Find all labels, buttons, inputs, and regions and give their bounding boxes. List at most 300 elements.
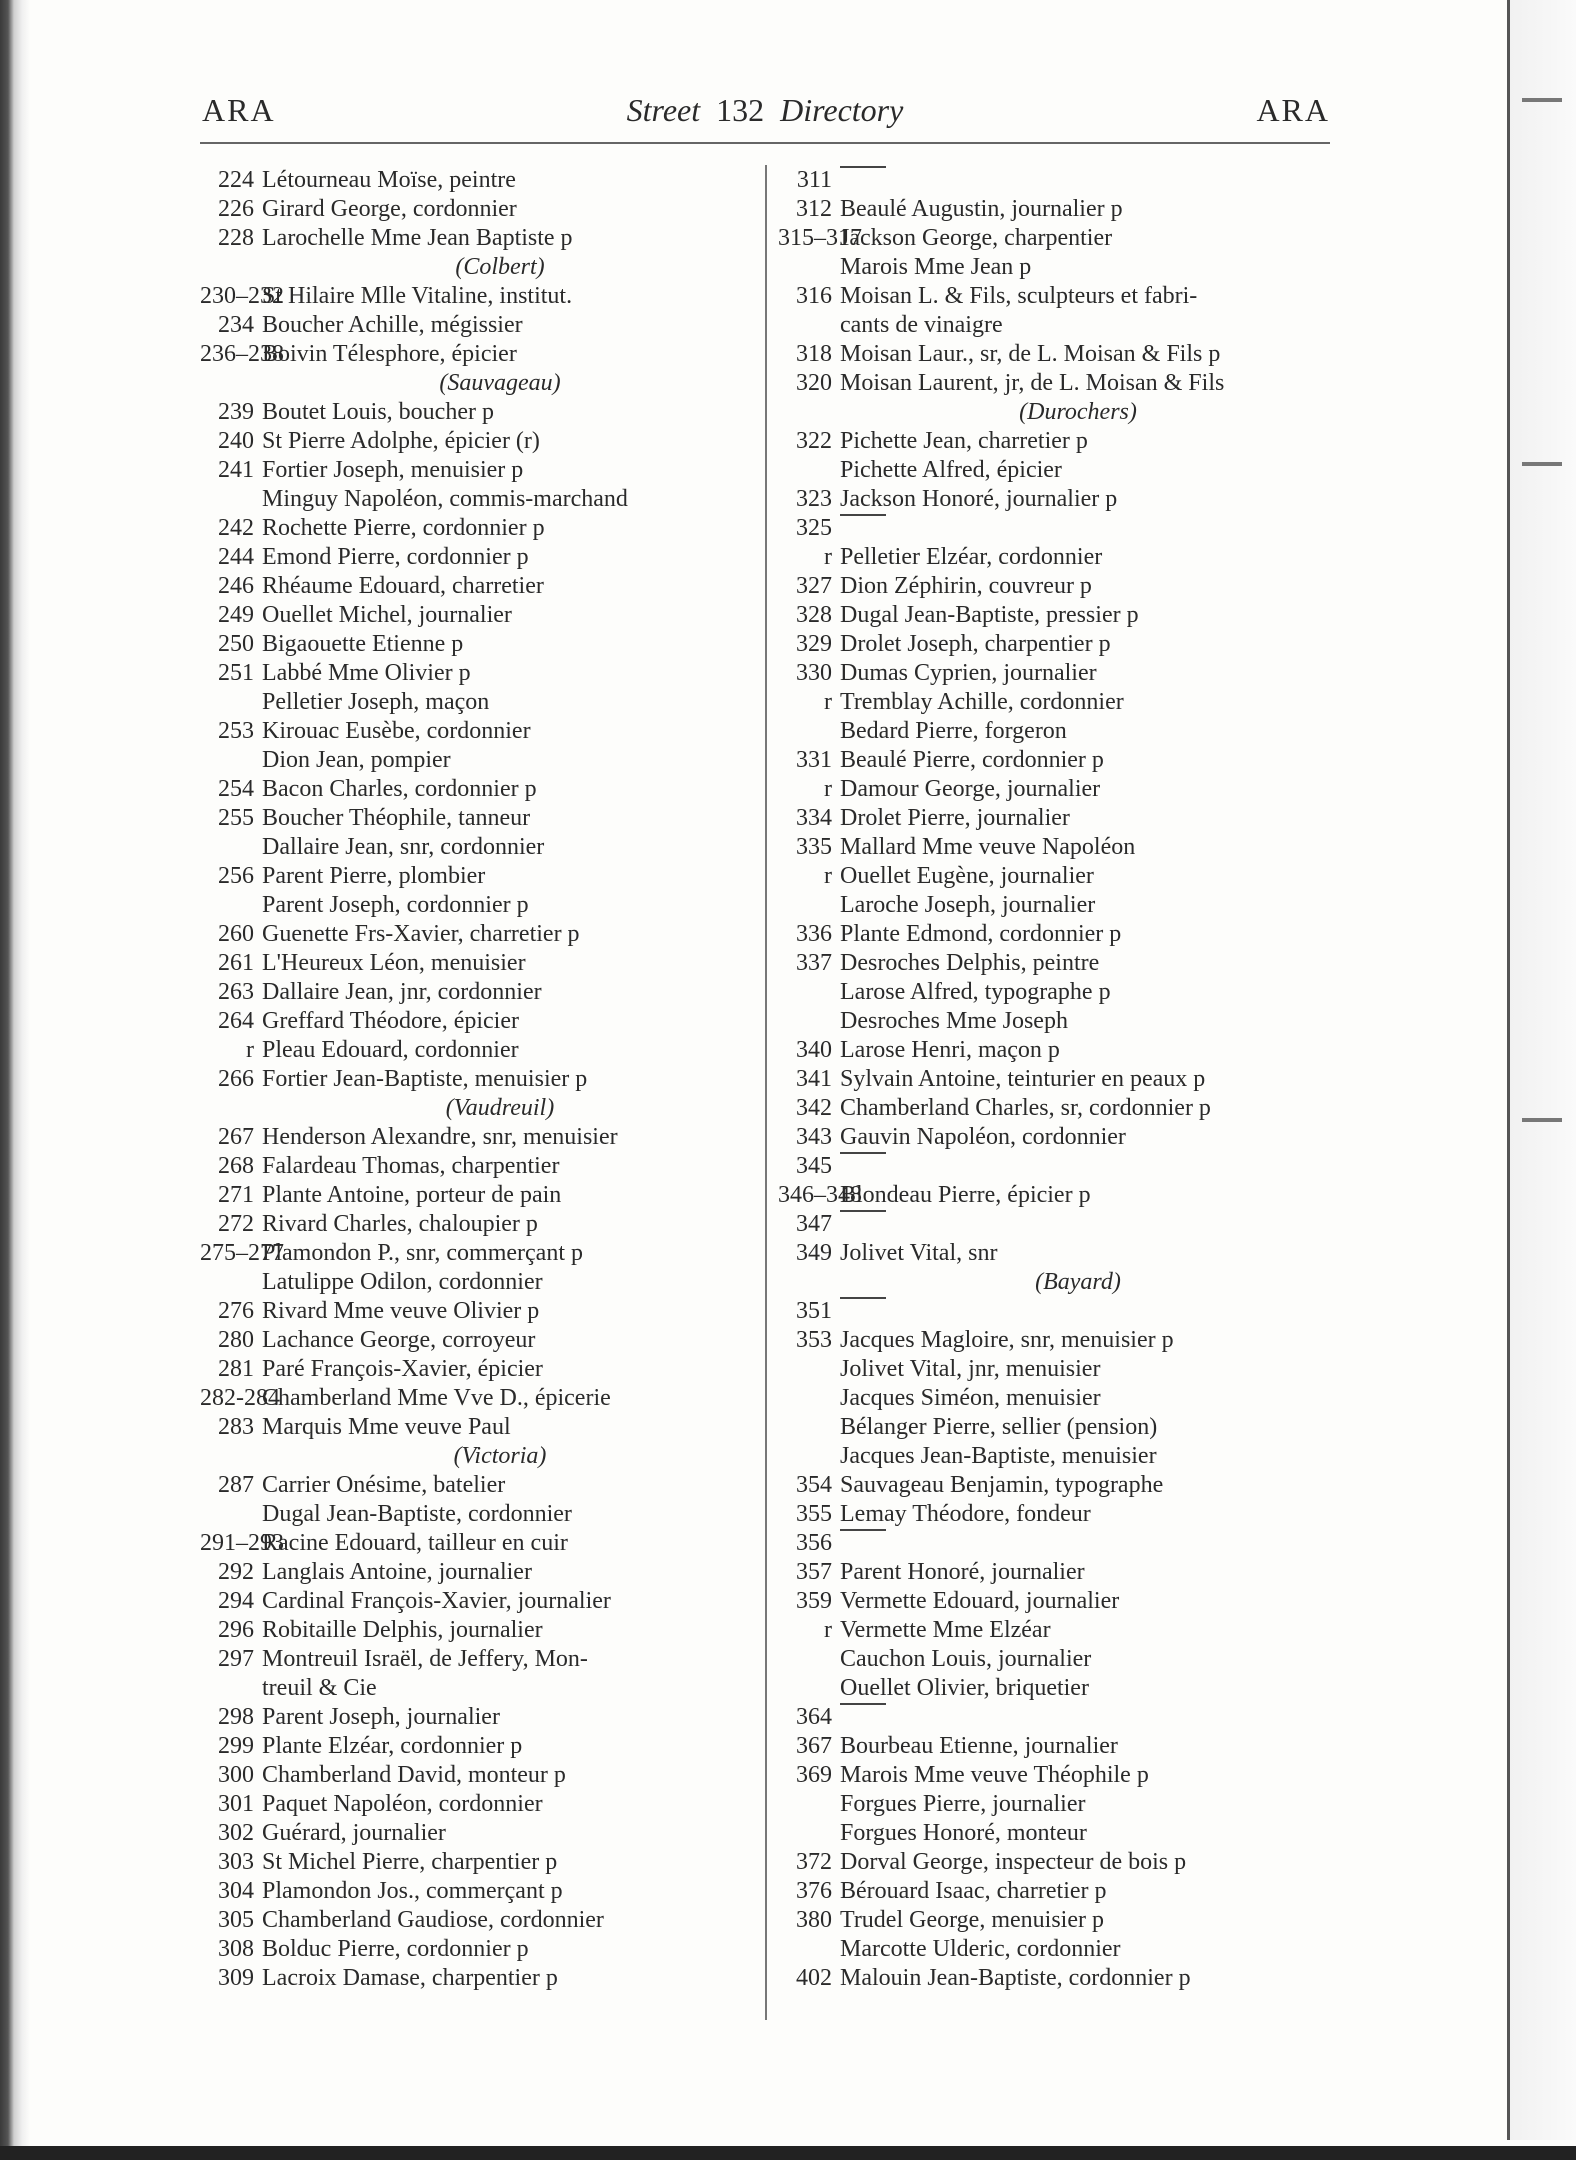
resident-text: Falardeau Thomas, charpentier — [262, 1153, 560, 1179]
resident-text: Guenette Frs-Xavier, charretier p — [262, 921, 580, 947]
directory-entry — [200, 1645, 760, 1674]
resident-text: cants de vinaigre — [840, 312, 1003, 338]
house-number — [778, 1442, 840, 1471]
edge-mark — [1522, 462, 1562, 466]
resident-text: Greffard Théodore, épicier — [262, 1008, 519, 1034]
house-number: 301 — [218, 1791, 254, 1817]
resident-text: Rhéaume Edouard, charretier — [262, 573, 544, 599]
directory-entry — [778, 978, 1338, 1007]
house-number: 359 — [796, 1588, 832, 1614]
directory-entry — [200, 1848, 760, 1877]
resident-text: Paquet Napoléon, cordonnier — [262, 1791, 543, 1817]
header-street: Street — [626, 92, 701, 128]
house-number: 276 — [218, 1298, 254, 1324]
house-number: 255 — [218, 805, 254, 831]
resident-text: treuil & Cie — [262, 1675, 377, 1701]
resident-text: Boivin Télesphore, épicier — [262, 341, 517, 367]
resident-text: Dugal Jean-Baptiste, cordonnier — [262, 1501, 572, 1527]
directory-entry — [200, 427, 760, 456]
house-number: 241 — [218, 457, 254, 483]
directory-entry — [778, 1935, 1338, 1964]
directory-entry — [778, 456, 1338, 485]
resident-text: Girard George, cordonnier — [262, 196, 517, 222]
directory-entry — [200, 1065, 760, 1094]
resident-text: Chamberland Charles, sr, cordonnier p — [840, 1095, 1211, 1121]
house-number: 305 — [218, 1907, 254, 1933]
house-number: 357 — [796, 1559, 832, 1585]
resident-text: Fortier Joseph, menuisier p — [262, 457, 524, 483]
house-number: 260 — [218, 921, 254, 947]
house-number: 263 — [218, 979, 254, 1005]
directory-entry — [778, 1210, 1338, 1239]
house-number: 364 — [796, 1704, 832, 1730]
resident-text: Jackson George, charpentier — [840, 225, 1113, 251]
house-number: 261 — [218, 950, 254, 976]
house-number: 304 — [218, 1878, 254, 1904]
directory-entry — [778, 195, 1338, 224]
directory-entry — [200, 224, 760, 253]
directory-entry — [200, 949, 760, 978]
directory-entry — [778, 1587, 1338, 1616]
directory-entry — [200, 1558, 760, 1587]
directory-entry — [200, 1790, 760, 1819]
resident-text: Larose Alfred, typographe p — [840, 979, 1111, 1005]
resident-text: Fortier Jean-Baptiste, menuisier p — [262, 1066, 588, 1092]
house-number: 337 — [796, 950, 832, 976]
house-number: r — [824, 776, 832, 802]
directory-entry — [778, 630, 1338, 659]
directory-entry — [778, 659, 1338, 688]
resident-text: Bedard Pierre, forgeron — [840, 718, 1067, 744]
directory-entry — [778, 1297, 1338, 1326]
directory-entry — [200, 630, 760, 659]
street-name: (Bayard) — [1035, 1269, 1121, 1295]
house-number — [200, 1268, 262, 1297]
right-column — [778, 166, 1338, 1993]
directory-entry — [778, 369, 1338, 398]
resident-text: Guérard, journalier — [262, 1820, 446, 1846]
house-number: 226 — [218, 196, 254, 222]
house-number: 309 — [218, 1965, 254, 1991]
street-name: (Durochers) — [1019, 399, 1137, 425]
directory-entry — [778, 1007, 1338, 1036]
directory-entry — [200, 456, 760, 485]
resident-text: Blondeau Pierre, épicier p — [840, 1182, 1091, 1208]
street-heading — [200, 1442, 760, 1471]
resident-text: Lachance George, corroyeur — [262, 1327, 536, 1353]
resident-text: Drolet Joseph, charpentier p — [840, 631, 1111, 657]
resident-text: Jolivet Vital, snr — [840, 1240, 998, 1266]
resident-text: St Pierre Adolphe, épicier (r) — [262, 428, 540, 454]
house-number — [778, 1674, 840, 1703]
resident-text: Damour George, journalier — [840, 776, 1101, 802]
resident-text: Rivard Charles, chaloupier p — [262, 1211, 538, 1237]
house-number: 334 — [796, 805, 832, 831]
resident-text: Marcotte Ulderic, cordonnier — [840, 1936, 1121, 1962]
resident-text: Sylvain Antoine, teinturier en peaux p — [840, 1066, 1206, 1092]
resident-text: Robitaille Delphis, journalier — [262, 1617, 543, 1643]
street-heading — [778, 398, 1338, 427]
resident-text: Parent Pierre, plombier — [262, 863, 486, 889]
directory-entry — [200, 1877, 760, 1906]
house-number: 322 — [796, 428, 832, 454]
resident-text: Boutet Louis, boucher p — [262, 399, 494, 425]
resident-text: Larose Henri, maçon p — [840, 1037, 1060, 1063]
resident-text: Moisan Laur., sr, de L. Moisan & Fils p — [840, 341, 1221, 367]
house-number: 297 — [218, 1646, 254, 1672]
resident-text: Dugal Jean-Baptiste, pressier p — [840, 602, 1139, 628]
directory-entry — [778, 1674, 1338, 1703]
directory-entry — [200, 311, 760, 340]
directory-entry — [778, 1703, 1338, 1732]
vacant-dash — [840, 1297, 886, 1299]
directory-entry — [200, 1239, 760, 1268]
directory-entry — [200, 1587, 760, 1616]
house-number: 296 — [218, 1617, 254, 1643]
house-number: 330 — [796, 660, 832, 686]
house-number: 347 — [796, 1211, 832, 1237]
resident-text: Ouellet Michel, journalier — [262, 602, 512, 628]
house-number: 325 — [796, 515, 832, 541]
directory-entry — [200, 1413, 760, 1442]
house-number: 342 — [796, 1095, 832, 1121]
house-number: 228 — [218, 225, 254, 251]
house-number: 266 — [218, 1066, 254, 1092]
resident-text: Jolivet Vital, jnr, menuisier — [840, 1356, 1101, 1382]
directory-entry — [778, 601, 1338, 630]
directory-entry — [200, 282, 760, 311]
house-number — [200, 891, 262, 920]
directory-entry — [200, 891, 760, 920]
directory-entry — [778, 1790, 1338, 1819]
directory-entry — [778, 1877, 1338, 1906]
directory-entry — [778, 282, 1338, 311]
house-number: 356 — [796, 1530, 832, 1556]
directory-entry — [200, 920, 760, 949]
directory-entry — [778, 224, 1338, 253]
resident-text: Laroche Joseph, journalier — [840, 892, 1096, 918]
directory-entry — [200, 862, 760, 891]
directory-entry — [778, 1442, 1338, 1471]
resident-text: Langlais Antoine, journalier — [262, 1559, 532, 1585]
directory-entry — [200, 1616, 760, 1645]
resident-text: Vermette Edouard, journalier — [840, 1588, 1120, 1614]
directory-entry — [778, 891, 1338, 920]
directory-entry — [778, 1500, 1338, 1529]
resident-text: Plante Elzéar, cordonnier p — [262, 1733, 523, 1759]
house-number: r — [824, 1617, 832, 1643]
resident-text: Dion Jean, pompier — [262, 747, 451, 773]
resident-text: Rochette Pierre, cordonnier p — [262, 515, 545, 541]
vacant-dash — [840, 1210, 886, 1212]
directory-entry — [200, 1152, 760, 1181]
resident-text: Parent Honoré, journalier — [840, 1559, 1085, 1585]
page-number: 132 — [716, 92, 765, 128]
house-number: 302 — [218, 1820, 254, 1846]
directory-entry — [778, 804, 1338, 833]
resident-text: Drolet Pierre, journalier — [840, 805, 1070, 831]
street-heading — [200, 253, 760, 282]
resident-text: Emond Pierre, cordonnier p — [262, 544, 529, 570]
house-number: 272 — [218, 1211, 254, 1237]
resident-text: Vermette Mme Elzéar — [840, 1617, 1051, 1643]
resident-text: Forgues Pierre, journalier — [840, 1791, 1086, 1817]
resident-text: Pelletier Joseph, maçon — [262, 689, 490, 715]
directory-entry — [200, 688, 760, 717]
resident-text: Bigaouette Etienne p — [262, 631, 464, 657]
house-number: 372 — [796, 1849, 832, 1875]
resident-text: Minguy Napoléon, commis-marchand — [262, 486, 628, 512]
directory-entry — [778, 514, 1338, 543]
resident-text: Parent Joseph, cordonnier p — [262, 892, 529, 918]
directory-entry — [778, 166, 1338, 195]
resident-text: Dion Zéphirin, couvreur p — [840, 573, 1092, 599]
house-number: 283 — [218, 1414, 254, 1440]
directory-entry — [200, 1529, 760, 1558]
directory-entry — [200, 1181, 760, 1210]
house-number: r — [246, 1037, 254, 1063]
house-number: 331 — [796, 747, 832, 773]
edge-mark — [1522, 98, 1562, 102]
resident-text: Mallard Mme veuve Napoléon — [840, 834, 1136, 860]
house-number — [778, 891, 840, 920]
house-number: 316 — [796, 283, 832, 309]
column-divider — [765, 165, 767, 2020]
house-number: 312 — [796, 196, 832, 222]
directory-entry — [200, 1123, 760, 1152]
directory-entry — [778, 427, 1338, 456]
directory-entry — [200, 340, 760, 369]
house-number: 345 — [796, 1153, 832, 1179]
directory-entry — [778, 572, 1338, 601]
house-number: 329 — [796, 631, 832, 657]
directory-entry — [778, 253, 1338, 282]
house-number: 239 — [218, 399, 254, 425]
house-number: 402 — [796, 1965, 832, 1991]
resident-text: Létourneau Moïse, peintre — [262, 167, 516, 193]
resident-text: Dorval George, inspecteur de bois p — [840, 1849, 1187, 1875]
house-number: 281 — [218, 1356, 254, 1382]
directory-entry — [778, 1326, 1338, 1355]
house-number: 267 — [218, 1124, 254, 1150]
directory-entry — [200, 978, 760, 1007]
resident-text: Bolduc Pierre, cordonnier p — [262, 1936, 529, 1962]
resident-text: Cauchon Louis, journalier — [840, 1646, 1092, 1672]
street-heading — [200, 1094, 760, 1123]
resident-text: Bourbeau Etienne, journalier — [840, 1733, 1118, 1759]
directory-entry — [778, 688, 1338, 717]
resident-text: Latulippe Odilon, cordonnier — [262, 1269, 543, 1295]
house-number: 343 — [796, 1124, 832, 1150]
vacant-dash — [840, 1529, 886, 1531]
resident-text: Moisan L. & Fils, sculpteurs et fabri- — [840, 283, 1198, 309]
directory-entry — [778, 340, 1338, 369]
vacant-dash — [840, 1152, 886, 1154]
resident-text: Moisan Laurent, jr, de L. Moisan & Fils — [840, 370, 1225, 396]
left-column — [200, 166, 760, 1993]
resident-text: St Michel Pierre, charpentier p — [262, 1849, 558, 1875]
directory-entry — [778, 1413, 1338, 1442]
resident-text: Jackson Honoré, journalier p — [840, 486, 1118, 512]
directory-entry — [200, 1210, 760, 1239]
resident-text: Gauvin Napoléon, cordonnier — [840, 1124, 1126, 1150]
directory-entry — [200, 166, 760, 195]
directory-entry — [200, 485, 760, 514]
house-number — [778, 311, 840, 340]
resident-text: Lemay Théodore, fondeur — [840, 1501, 1091, 1527]
resident-text: Montreuil Israël, de Jeffery, Mon- — [262, 1646, 588, 1672]
house-number: 236–238 — [200, 341, 284, 367]
resident-text: Parent Joseph, journalier — [262, 1704, 500, 1730]
house-number: 308 — [218, 1936, 254, 1962]
directory-entry — [200, 1384, 760, 1413]
house-number: 291–293 — [200, 1530, 284, 1556]
resident-text: Chamberland David, monteur p — [262, 1762, 566, 1788]
house-number: 280 — [218, 1327, 254, 1353]
house-number — [778, 1007, 840, 1036]
house-number — [778, 253, 840, 282]
street-name: (Sauvageau) — [439, 370, 561, 396]
resident-text: Henderson Alexandre, snr, menuisier — [262, 1124, 618, 1150]
resident-text: Racine Edouard, tailleur en cuir — [262, 1530, 568, 1556]
directory-entry — [200, 1674, 760, 1703]
resident-text: Tremblay Achille, cordonnier — [840, 689, 1124, 715]
resident-text: Lacroix Damase, charpentier p — [262, 1965, 558, 1991]
house-number — [200, 1500, 262, 1529]
directory-entry — [778, 1471, 1338, 1500]
directory-entry — [200, 398, 760, 427]
resident-text: Beaulé Augustin, journalier p — [840, 196, 1123, 222]
binding-gutter — [0, 0, 30, 2160]
house-number: 303 — [218, 1849, 254, 1875]
directory-entry — [778, 1819, 1338, 1848]
house-number: 240 — [218, 428, 254, 454]
directory-entry — [200, 601, 760, 630]
resident-text: Forgues Honoré, monteur — [840, 1820, 1087, 1846]
house-number: 275–277 — [200, 1240, 284, 1266]
house-number: 287 — [218, 1472, 254, 1498]
house-number: 380 — [796, 1907, 832, 1933]
header-rule — [200, 142, 1330, 144]
resident-text: Plamondon P., snr, commerçant p — [262, 1240, 583, 1266]
house-number: 367 — [796, 1733, 832, 1759]
house-number: 346–348 — [778, 1182, 862, 1208]
house-number: 268 — [218, 1153, 254, 1179]
house-number: 354 — [796, 1472, 832, 1498]
directory-entry — [200, 1964, 760, 1993]
house-number — [778, 1935, 840, 1964]
directory-entry — [778, 833, 1338, 862]
directory-entry — [200, 1471, 760, 1500]
directory-entry — [778, 1355, 1338, 1384]
house-number: 299 — [218, 1733, 254, 1759]
directory-entry — [778, 1732, 1338, 1761]
directory-entry — [200, 514, 760, 543]
directory-entry — [778, 1761, 1338, 1790]
resident-text: Carrier Onésime, batelier — [262, 1472, 506, 1498]
resident-text: Desroches Mme Joseph — [840, 1008, 1068, 1034]
directory-entry — [200, 1297, 760, 1326]
directory-entry — [778, 1558, 1338, 1587]
house-number: 264 — [218, 1008, 254, 1034]
directory-entry — [200, 746, 760, 775]
vacant-dash — [840, 1703, 886, 1705]
resident-text: Jacques Jean-Baptiste, menuisier — [840, 1443, 1157, 1469]
directory-entry — [778, 1094, 1338, 1123]
resident-text: Plamondon Jos., commerçant p — [262, 1878, 563, 1904]
resident-text: Beaulé Pierre, cordonnier p — [840, 747, 1104, 773]
house-number: 353 — [796, 1327, 832, 1353]
house-number: 230–232 — [200, 283, 284, 309]
resident-text: Pichette Alfred, épicier — [840, 457, 1062, 483]
house-number — [200, 833, 262, 862]
house-number: 320 — [796, 370, 832, 396]
resident-text: Marquis Mme veuve Paul — [262, 1414, 511, 1440]
directory-entry — [778, 1239, 1338, 1268]
directory-entry — [200, 1355, 760, 1384]
house-number — [778, 1819, 840, 1848]
directory-entry — [778, 1906, 1338, 1935]
vacant-dash — [840, 166, 886, 168]
directory-entry — [778, 1123, 1338, 1152]
house-number: 294 — [218, 1588, 254, 1614]
directory-entry — [778, 862, 1338, 891]
header-title — [200, 92, 1330, 129]
bottom-edge — [0, 2146, 1576, 2160]
resident-text: Malouin Jean-Baptiste, cordonnier p — [840, 1965, 1191, 1991]
house-number: 224 — [218, 167, 254, 193]
house-number: 327 — [796, 573, 832, 599]
resident-text: Chamberland Gaudiose, cordonnier — [262, 1907, 604, 1933]
directory-entry — [778, 1181, 1338, 1210]
house-number: 253 — [218, 718, 254, 744]
directory-entry — [778, 1645, 1338, 1674]
house-number: r — [824, 544, 832, 570]
resident-text: Paré François-Xavier, épicier — [262, 1356, 543, 1382]
resident-text: Kirouac Eusèbe, cordonnier — [262, 718, 531, 744]
house-number: 318 — [796, 341, 832, 367]
house-number: 298 — [218, 1704, 254, 1730]
house-number — [778, 717, 840, 746]
house-number: 323 — [796, 486, 832, 512]
header-right-abbr: ARA — [1256, 92, 1330, 128]
directory-entry — [778, 746, 1338, 775]
house-number: 351 — [796, 1298, 832, 1324]
directory-entry — [778, 1384, 1338, 1413]
house-number — [778, 1413, 840, 1442]
house-number: 292 — [218, 1559, 254, 1585]
house-number: 242 — [218, 515, 254, 541]
directory-entry — [778, 311, 1338, 340]
resident-text: Boucher Achille, mégissier — [262, 312, 523, 338]
resident-text: Marois Mme Jean p — [840, 254, 1032, 280]
resident-text: Boucher Théophile, tanneur — [262, 805, 531, 831]
directory-entry — [200, 717, 760, 746]
house-number: 328 — [796, 602, 832, 628]
directory-entry — [778, 1529, 1338, 1558]
house-number: 234 — [218, 312, 254, 338]
street-name: (Colbert) — [455, 254, 545, 280]
resident-text: Ouellet Eugène, journalier — [840, 863, 1094, 889]
resident-text: L'Heureux Léon, menuisier — [262, 950, 526, 976]
house-number — [778, 1790, 840, 1819]
resident-text: Sauvageau Benjamin, typographe — [840, 1472, 1164, 1498]
house-number — [778, 978, 840, 1007]
house-number — [778, 1384, 840, 1413]
resident-text: Pelletier Elzéar, cordonnier — [840, 544, 1103, 570]
directory-entry — [200, 1732, 760, 1761]
house-number: 244 — [218, 544, 254, 570]
